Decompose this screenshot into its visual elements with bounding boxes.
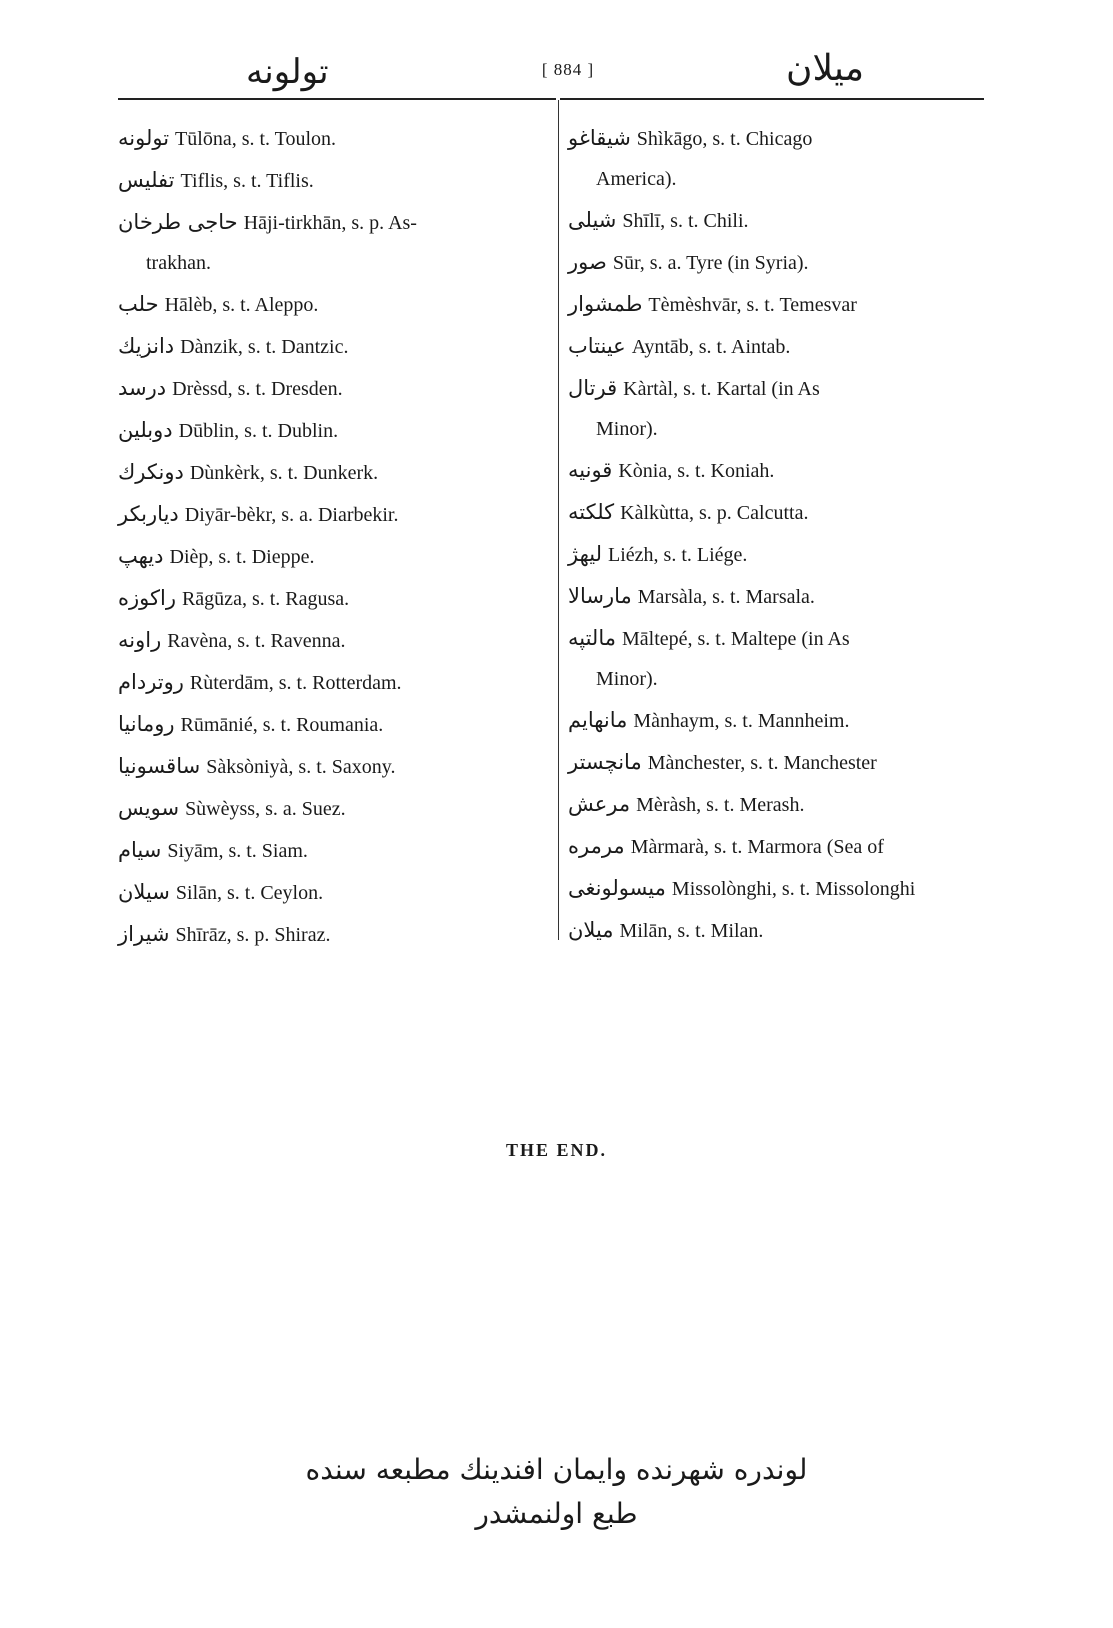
entry-arabic-headword: مانهایم: [568, 708, 628, 732]
dictionary-entry: [568, 618, 978, 700]
entry-arabic-headword: شیقاغو: [568, 126, 631, 150]
entry-transliteration: Hālèb, s. t. Aleppo.: [164, 294, 319, 316]
dictionary-entry: [568, 368, 978, 450]
entry-arabic-headword: دونكرك: [118, 460, 184, 484]
header-rule-left: [118, 98, 556, 100]
entry-transliteration: Kàrtàl, s. t. Kartal (in As: [623, 378, 820, 400]
entry-transliteration: Milān, s. t. Milan.: [619, 920, 764, 942]
right-column: [568, 118, 978, 952]
colophon-line-2: طبع اولنمشدر: [475, 1497, 638, 1530]
dictionary-entry: [118, 746, 543, 788]
entry-arabic-headword: شیراز: [118, 922, 170, 946]
entry-transliteration: Sàksòniyà, s. t. Saxony.: [206, 756, 396, 778]
dictionary-entry: [568, 326, 978, 368]
the-end-heading: THE END.: [505, 1140, 608, 1160]
dictionary-entry: [568, 450, 978, 492]
entry-arabic-headword: تولونه: [118, 126, 170, 150]
entry-transliteration: Dūblin, s. t. Dublin.: [178, 420, 339, 442]
page-header: [118, 46, 984, 100]
entry-arabic-headword: كلكته: [568, 500, 615, 524]
entry-arabic-headword: قونیه: [568, 458, 613, 482]
entry-transliteration: Tiflis, s. t. Tiflis.: [180, 170, 314, 192]
dictionary-entry: [568, 700, 978, 742]
entry-transliteration: Shìkāgo, s. t. Chicago: [636, 128, 813, 150]
dictionary-entry: [118, 202, 543, 284]
entry-transliteration: Diyār-bèkr, s. a. Diarbekir.: [184, 504, 399, 526]
dictionary-entry: [568, 492, 978, 534]
entry-arabic-headword: مالتپه: [568, 626, 616, 650]
entry-transliteration: Shīrāz, s. p. Shiraz.: [175, 924, 331, 946]
entry-transliteration: Drèssd, s. t. Dresden.: [172, 378, 343, 400]
entry-transliteration: Tèmèshvār, s. t. Temesvar: [648, 294, 857, 316]
dictionary-entry: [118, 830, 543, 872]
left-column: [118, 118, 543, 956]
running-head-right: میلان: [786, 48, 865, 89]
entry-transliteration: Dùnkèrk, s. t. Dunkerk.: [189, 462, 379, 484]
dictionary-entry: [568, 868, 978, 910]
dictionary-entry: [568, 534, 978, 576]
dictionary-entry: [568, 910, 978, 952]
entry-transliteration: Missolònghi, s. t. Missolonghi: [671, 878, 916, 900]
entry-transliteration: Mànchester, s. t. Manchester: [647, 752, 877, 774]
entry-continuation: Minor).: [596, 418, 658, 440]
dictionary-entry: [568, 784, 978, 826]
dictionary-entry: [118, 284, 543, 326]
entry-arabic-headword: سیام: [118, 838, 162, 862]
entry-arabic-headword: حلب: [118, 292, 159, 316]
dictionary-entry: [568, 742, 978, 784]
entry-transliteration: Hāji-tirkhān, s. p. As-: [243, 212, 417, 234]
entry-arabic-headword: میلان: [568, 918, 614, 942]
entry-transliteration: Mèràsh, s. t. Merash.: [636, 794, 805, 816]
page-number: [ 884 ]: [541, 60, 595, 79]
entry-continuation: Minor).: [596, 668, 658, 690]
dictionary-entry: [118, 494, 543, 536]
entry-arabic-headword: عینتاب: [568, 334, 626, 358]
entry-transliteration: Rùterdām, s. t. Rotterdam.: [189, 672, 402, 694]
entry-arabic-headword: ساقسونیا: [118, 754, 201, 778]
entry-transliteration: Māltepé, s. t. Maltepe (in As: [621, 628, 850, 650]
entry-arabic-headword: روتردام: [118, 670, 184, 694]
dictionary-entry: [568, 200, 978, 242]
dictionary-entry: [118, 872, 543, 914]
entry-arabic-headword: دانزیك: [118, 334, 175, 358]
dictionary-entry: [118, 662, 543, 704]
dictionary-entry: [118, 326, 543, 368]
dictionary-entry: [568, 576, 978, 618]
entry-transliteration: Ravèna, s. t. Ravenna.: [167, 630, 346, 652]
column-divider: [558, 100, 559, 940]
entry-continuation: trakhan.: [146, 252, 211, 274]
entry-arabic-headword: میسولونغی: [568, 876, 666, 900]
entry-transliteration: Siyām, s. t. Siam.: [167, 840, 308, 862]
dictionary-entry: [118, 536, 543, 578]
colophon: [0, 1448, 1113, 1536]
entry-transliteration: Kònia, s. t. Koniah.: [618, 460, 775, 482]
colophon-line-1: لوندره شهرنده وایمان افندینك مطبعه سنده: [305, 1453, 808, 1486]
entry-transliteration: Tūlōna, s. t. Toulon.: [175, 128, 337, 150]
entry-transliteration: Kàlkùtta, s. p. Calcutta.: [620, 502, 809, 524]
dictionary-entry: [118, 914, 543, 956]
dictionary-entry: [118, 410, 543, 452]
entry-transliteration: Marsàla, s. t. Marsala.: [637, 586, 815, 608]
dictionary-entry: [568, 118, 978, 200]
entry-arabic-headword: سویس: [118, 796, 180, 820]
entry-transliteration: Sūr, s. a. Tyre (in Syria).: [612, 252, 809, 274]
entry-arabic-headword: دوبلین: [118, 418, 173, 442]
entry-arabic-headword: قرتال: [568, 376, 618, 400]
entry-transliteration: Shīlī, s. t. Chili.: [622, 210, 749, 232]
dictionary-entry: [118, 160, 543, 202]
entry-arabic-headword: درسد: [118, 376, 167, 400]
dictionary-entry: [118, 788, 543, 830]
running-head-left: تولونه: [246, 52, 329, 92]
dictionary-entry: [118, 578, 543, 620]
dictionary-entry: [568, 242, 978, 284]
dictionary-entry: [118, 368, 543, 410]
entry-arabic-headword: مرمره: [568, 834, 625, 858]
entry-transliteration: Màrmarà, s. t. Marmora (Sea of: [630, 836, 884, 858]
dictionary-entry: [118, 452, 543, 494]
entry-arabic-headword: حاجی طرخان: [118, 210, 238, 234]
entry-arabic-headword: سیلان: [118, 880, 170, 904]
entry-transliteration: Rāgūza, s. t. Ragusa.: [181, 588, 350, 610]
entry-arabic-headword: طمشوار: [568, 292, 643, 316]
entry-arabic-headword: مرعش: [568, 792, 631, 816]
dictionary-entry: [568, 826, 978, 868]
entry-arabic-headword: شیلی: [568, 208, 617, 232]
entry-continuation: America).: [596, 168, 677, 190]
entry-arabic-headword: مانچستر: [568, 750, 642, 774]
dictionary-entry: [118, 620, 543, 662]
entry-arabic-headword: راونه: [118, 628, 162, 652]
entry-transliteration: Sùwèyss, s. a. Suez.: [185, 798, 346, 820]
entry-transliteration: Ayntāb, s. t. Aintab.: [631, 336, 791, 358]
dictionary-entry: [568, 284, 978, 326]
entry-arabic-headword: لیهژ: [568, 542, 603, 566]
entry-arabic-headword: دیهپ: [118, 544, 164, 568]
header-rule-right: [560, 98, 984, 100]
entry-transliteration: Liézh, s. t. Liége.: [608, 544, 748, 566]
entry-arabic-headword: مارسالا: [568, 584, 632, 608]
dictionary-entry: [118, 118, 543, 160]
entry-transliteration: Dièp, s. t. Dieppe.: [169, 546, 315, 568]
entry-arabic-headword: راكوزه: [118, 586, 176, 610]
entry-transliteration: Mànhaym, s. t. Mannheim.: [633, 710, 850, 732]
entry-arabic-headword: دیاربكر: [118, 502, 179, 526]
entry-arabic-headword: تفلیس: [118, 168, 175, 192]
entry-arabic-headword: رومانیا: [118, 712, 175, 736]
entry-transliteration: Dànzik, s. t. Dantzic.: [180, 336, 349, 358]
dictionary-entry: [118, 704, 543, 746]
entry-transliteration: Rūmānié, s. t. Roumania.: [180, 714, 384, 736]
entry-arabic-headword: صور: [568, 250, 607, 274]
entry-transliteration: Silān, s. t. Ceylon.: [175, 882, 324, 904]
